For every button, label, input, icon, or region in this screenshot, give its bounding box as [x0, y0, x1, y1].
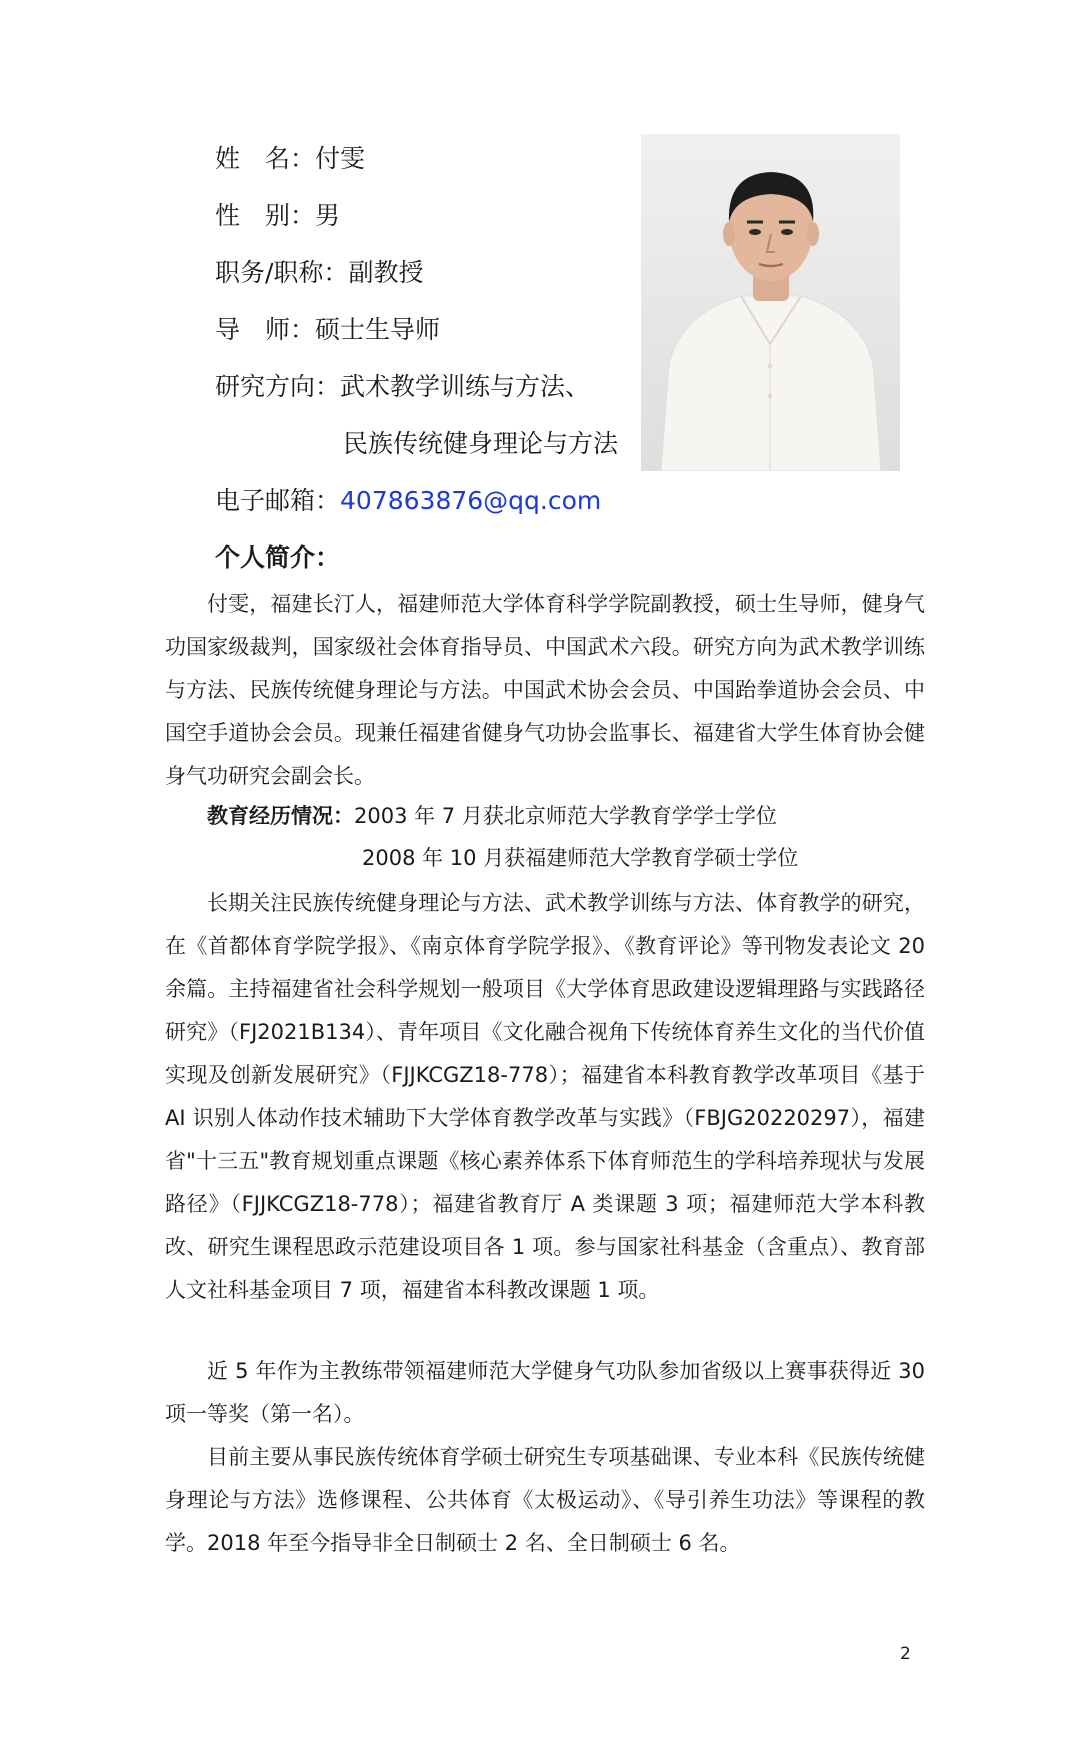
coaching-paragraph: 近 5 年作为主教练带领福建师范大学健身气功队参加省级以上赛事获得近 30 项一等奖（第一名）。	[165, 1359, 925, 1426]
email-label: 电子邮箱：	[215, 486, 341, 515]
education-label: 教育经历情况：	[207, 804, 354, 828]
education-item-1: 2003 年 7 月获北京师范大学教育学学士学位	[354, 804, 777, 828]
email-link[interactable]: 407863876@qq.com	[340, 486, 602, 515]
research-label: 研究方向：	[215, 372, 341, 401]
email-row	[215, 486, 601, 516]
research-value-1: 武术教学训练与方法、	[340, 372, 591, 401]
advisor-row	[215, 315, 440, 345]
intro-paragraph: 付雯，福建长汀人，福建师范大学体育科学学院副教授，硕士生导师，健身气功国家级裁判，国家级社会体育指导员、中国武术六段。研究方向为武术教学训练与方法、民族传统健身理论与方法。中国武术协会会员、中国跆拳道协会会员、中国空手道协会会员。现兼任福建省健身气功协会监事长、福建省大学生体育协会健身气功研究会副会长。	[165, 592, 925, 788]
title-value: 副教授	[348, 258, 424, 287]
portrait-illustration	[641, 134, 900, 471]
advisor-label: 导 师：	[215, 315, 316, 344]
name-label: 姓 名：	[215, 144, 316, 173]
name-value: 付雯	[315, 144, 366, 173]
intro-heading: 个人简介：	[215, 543, 341, 572]
research-paragraph: 长期关注民族传统健身理论与方法、武术教学训练与方法、体育教学的研究，在《首都体育学院学报》、《南京体育学院学报》、《教育评论》等刊物发表论文 20 余篇。主持福建省社会科学规划一般项目《大学体育思政建设逻辑理路与实践路径研究》（FJ2021B134）、青年项目《文化融合视角下传统体育养生文化的当代价值实现及创新发展研究》（FJJKCGZ18-778）；福建省本科教育教学改革项目《基于 AI 识别人体动作技术辅助下大学体育教学改革与实践》（FBJG20220297），福建省"十三五"教育规划重点课题《核心素养体系下体育师范生的学科培养现状与发展路径》（FJJKCGZ18-778）；福建省教育厅 A 类课题 3 项；福建师范大学本科教改、研究生课程思政示范建设项目各 1 项。参与国家社科基金（含重点）、教育部人文社科基金项目 7 项，福建省本科教改课题 1 项。	[165, 891, 925, 1302]
title-label: 职务/职称：	[215, 258, 349, 287]
education-item-2: 2008 年 10 月获福建师范大学教育学硕士学位	[362, 846, 799, 870]
research-row	[215, 372, 590, 402]
gender-row	[215, 201, 340, 231]
teaching-paragraph: 目前主要从事民族传统体育学硕士研究生专项基础课、专业本科《民族传统健身理论与方法》选修课程、公共体育《太极运动》、《导引养生功法》等课程的教学。2018 年至今指导非全日制硕士 2 名、全日制硕士 6 名。	[165, 1445, 925, 1555]
gender-label: 性 别：	[215, 201, 316, 230]
research-row-2	[343, 429, 618, 459]
research-value-2: 民族传统健身理论与方法	[343, 429, 619, 458]
gender-value: 男	[315, 201, 341, 230]
advisor-value: 硕士生导师	[315, 315, 441, 344]
portrait-photo	[641, 134, 900, 471]
title-row	[215, 258, 423, 288]
name-row	[215, 144, 365, 174]
page-number: 2	[900, 1644, 911, 1664]
education-row-1	[207, 801, 777, 831]
